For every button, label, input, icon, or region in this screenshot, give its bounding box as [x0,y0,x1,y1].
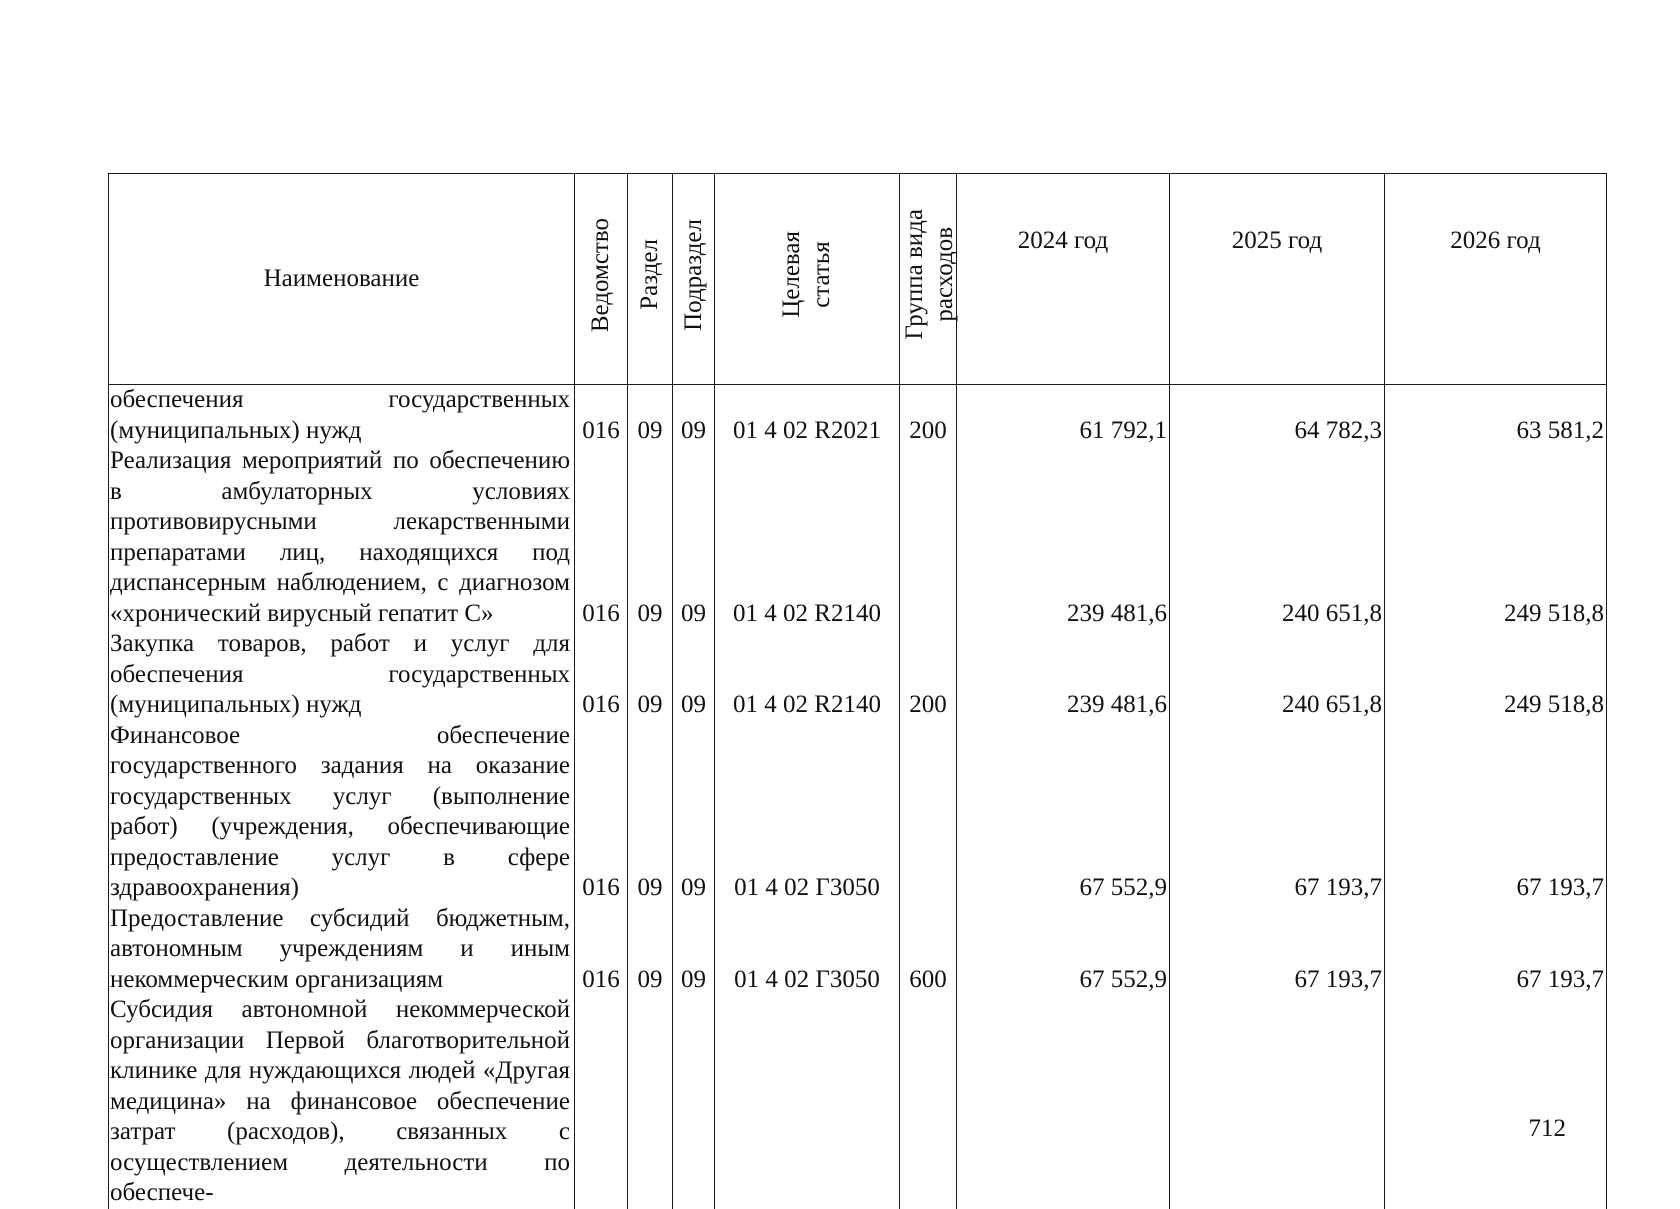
table-row [109,904,1607,996]
row-celevaya-statya: 01 4 02 R2021 [715,385,900,447]
row-razdel: 09 [628,385,673,447]
row-podrazdel: 09 [673,904,715,996]
row-podrazdel [673,995,715,1209]
header-gruppa-line1: Группа вида [901,209,928,341]
table-row [109,385,1607,447]
header-razdel: Раздел [636,239,663,311]
row-name: Реализация мероприятий по обеспечению в амбулаторных условиях противовирусными лекарственными препаратами лиц, находящихся под диспансерным наблюдением, с диагнозом «хронический вирусный гепатит С» [109,446,575,629]
row-value-2024: 239 481,6 [957,446,1170,629]
row-gruppa-rashodov [900,995,957,1209]
row-gruppa-rashodov: 200 [900,629,957,721]
row-celevaya-statya: 01 4 02 Г3050 [715,904,900,996]
header-celevaya-cell [715,174,900,385]
row-vedomstvo: 016 [575,629,628,721]
row-name: Предоставление субсидий бюджетным, автономным учреждениям и иным некоммерческим организациям [109,904,575,996]
row-value-2025: 67 193,7 [1170,904,1385,996]
row-razdel [628,995,673,1209]
row-razdel: 09 [628,629,673,721]
row-celevaya-statya: 01 4 02 Г3050 [715,721,900,904]
row-vedomstvo: 016 [575,904,628,996]
header-celevaya [777,231,837,318]
row-value-2026: 67 193,7 [1385,904,1607,996]
row-name: Закупка товаров, работ и услуг для обеспечения государственных (муниципальных) нужд [109,629,575,721]
header-year-2025: 2025 год [1170,174,1385,385]
table-header [109,174,1607,385]
row-celevaya-statya: 01 4 02 R2140 [715,446,900,629]
header-gruppa-cell [900,174,957,385]
row-value-2026: 63 581,2 [1385,385,1607,447]
row-value-2026: 249 518,8 [1385,629,1607,721]
budget-table [108,173,1607,1209]
header-row [109,174,1607,385]
row-value-2024: 239 481,6 [957,629,1170,721]
row-value-2024 [957,995,1170,1209]
table-row [109,995,1607,1209]
header-podrazdel: Подраздел [679,218,707,331]
row-value-2025: 240 651,8 [1170,629,1385,721]
row-vedomstvo: 016 [575,721,628,904]
header-celevaya-line1: Целевая [778,231,805,319]
row-celevaya-statya: 01 4 02 R2140 [715,629,900,721]
header-celevaya-line2: статья [808,241,835,309]
row-value-2026 [1385,995,1607,1209]
table-body [109,385,1607,1209]
row-name: обеспечения государственных (муниципальных) нужд [109,385,575,447]
row-value-2026: 67 193,7 [1385,721,1607,904]
header-gruppa-line2: расходов [931,227,958,323]
table-row [109,629,1607,721]
table-row [109,721,1607,904]
row-vedomstvo: 016 [575,446,628,629]
header-razdel-cell [628,174,673,385]
row-gruppa-rashodov: 200 [900,385,957,447]
page-number: 712 [1528,1115,1566,1142]
table-row [109,446,1607,629]
row-celevaya-statya [715,995,900,1209]
row-value-2025: 240 651,8 [1170,446,1385,629]
header-gruppa [900,209,960,340]
row-vedomstvo: 016 [575,385,628,447]
row-razdel: 09 [628,904,673,996]
row-value-2026: 249 518,8 [1385,446,1607,629]
header-podrazdel-cell [673,174,715,385]
row-value-2025: 67 193,7 [1170,721,1385,904]
row-gruppa-rashodov: 600 [900,904,957,996]
header-vedomstvo: Ведомство [587,217,614,332]
row-value-2025 [1170,995,1385,1209]
row-podrazdel: 09 [673,446,715,629]
row-value-2024: 67 552,9 [957,904,1170,996]
row-name: Финансовое обеспечение государственного задания на оказание государственных услуг (выполнение работ) (учреждения, обеспечивающие предоставление услуг в сфере здравоохранения) [109,721,575,904]
header-year-2026: 2026 год [1385,174,1607,385]
row-gruppa-rashodov [900,721,957,904]
row-razdel: 09 [628,721,673,904]
row-vedomstvo [575,995,628,1209]
row-gruppa-rashodov [900,446,957,629]
row-value-2024: 67 552,9 [957,721,1170,904]
row-podrazdel: 09 [673,385,715,447]
row-razdel: 09 [628,446,673,629]
row-name: Субсидия автономной некоммерческой организации Первой благотворительной клинике для нуждающихся людей «Другая медицина» на финансовое обеспечение затрат (расходов), связанных с осуществлением деятельности по обеспече- [109,995,575,1209]
row-value-2025: 64 782,3 [1170,385,1385,447]
row-value-2024: 61 792,1 [957,385,1170,447]
header-vedomstvo-cell [575,174,628,385]
header-year-2024: 2024 год [957,174,1170,385]
header-name: Наименование [109,174,575,385]
row-podrazdel: 09 [673,629,715,721]
row-podrazdel: 09 [673,721,715,904]
